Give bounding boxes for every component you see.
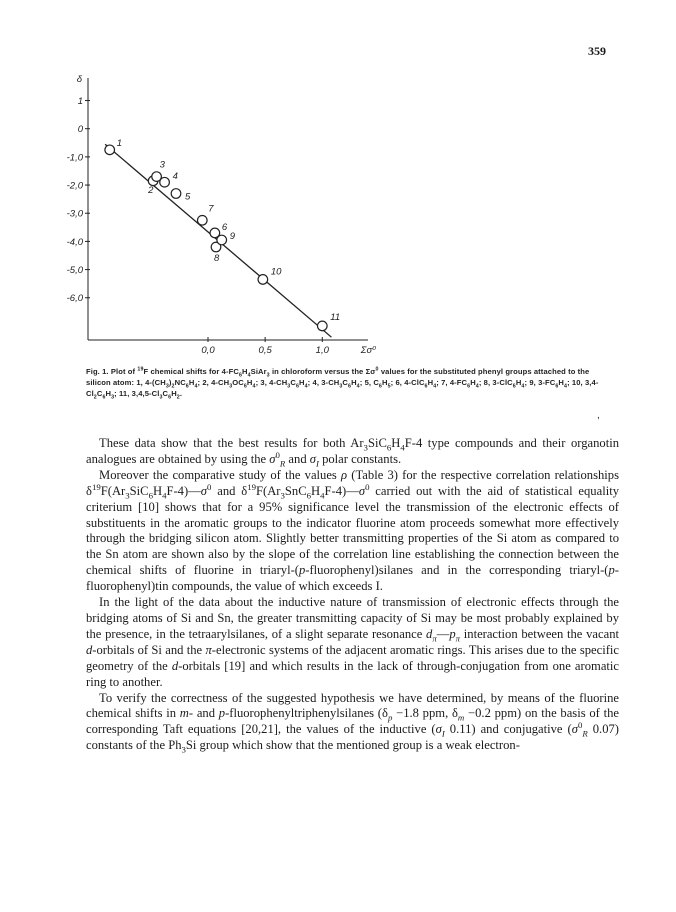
paragraph-1: These data show that the best results for both $Ar_3SiC_6H_4F-4$ type compounds and their organotin analogues are obtained by using the $\sigma^0_R$ and $\sigma_I$ polar constants. bbox=[86, 436, 619, 469]
scatter-plot bbox=[58, 68, 388, 360]
paragraph-3: In the light of the data about the inductive nature of transmission of electronic effects through the bridging atoms of Si and Sn, the greater transmitting capacity of Si may be most probably explained by the presence, in the tetraarylsilanes, of a slight separate resonance $d_\pi—p_\pi$ interaction between the vacant d-orbitals of Si and the π-electronic systems of the adjacent aromatic rings. This arises due to the specific geometry of the d-orbitals [19] and which results in the lack of through-conjugation from one aromatic ring to another. bbox=[86, 595, 619, 689]
point-label: 6 bbox=[221, 221, 228, 233]
y-tick-label: 0 bbox=[77, 124, 83, 136]
y-axis-title: δ bbox=[76, 74, 82, 85]
point-label: 11 bbox=[330, 311, 341, 323]
y-tick-label: -5,0 bbox=[66, 265, 83, 277]
x-tick-label: 1,0 bbox=[315, 345, 329, 356]
data-point bbox=[197, 215, 207, 225]
y-tick-label: -1,0 bbox=[66, 152, 83, 164]
point-label: 2 bbox=[148, 184, 154, 196]
data-point bbox=[160, 177, 170, 187]
paragraph-2: Moreover the comparative study of the values ρ (Table 3) for the respective correlation relationships $\delta^{19}F(Ar_3SiC_6H_4F-4)—\sigma^0$ and $\delta^{19}F(Ar_3SnC_6H_4F-4)—\sigma^0$ carried out with the aid of statistical equality criterium [10] shows that for a 95% significance level the transmission of the electronic effects of substituents in the aromatic groups to the indicator fluorine atom proceeds somewhat more effectively through the bridging silicon atom. Slightly better transmitting properties of the Si atom as compared to the Sn atom are shown also by the slope of the correlation line establishing the connection between the chemical shifts of fluorine in triaryl-(p-fluorophenyl)silanes and in the corresponding triaryl-(p-fluorophenyl)tin compounds, the value of which exceeds I. bbox=[86, 467, 619, 594]
data-point bbox=[258, 275, 268, 285]
paragraph-4: To verify the correctness of the suggested hypothesis we have determined, by means of the fluorine chemical shifts in m- and p-fluorophenyltriphenylsilanes ($\delta_p -1.8$ ppm, $\delta_m -0.2$ ppm) on the basis of the corresponding Taft equations [20,21], the values of the inductive ($\sigma_I$ 0.11) and conjugative ($\sigma^0_R$ 0.07) constants of the $Ph_3Si$ group which show that the mentioned group is a weak electron- bbox=[86, 690, 619, 755]
y-tick-label: -6,0 bbox=[66, 293, 83, 305]
point-label: 4 bbox=[172, 171, 178, 183]
point-label: 10 bbox=[270, 266, 282, 278]
point-label: 5 bbox=[185, 191, 191, 203]
stray-mark: , bbox=[597, 410, 600, 421]
y-tick-label: -2,0 bbox=[66, 180, 83, 192]
y-tick-label: -3,0 bbox=[66, 208, 83, 220]
point-labels bbox=[117, 138, 340, 323]
data-point bbox=[105, 145, 115, 155]
page-number: 359 bbox=[588, 44, 606, 58]
point-label: 3 bbox=[159, 159, 165, 171]
y-tick-label: -4,0 bbox=[66, 236, 83, 248]
point-label: 9 bbox=[229, 230, 236, 242]
x-axis-title: Σσ⁰ bbox=[360, 345, 376, 356]
y-tick-label: 1 bbox=[77, 96, 83, 108]
point-label: 7 bbox=[208, 203, 214, 215]
point-label: 1 bbox=[116, 137, 123, 149]
figure-caption: Fig. 1. Plot of $^{19}$F chemical shifts for $4-FC_6H_4SiAr_3$ in chloroform versus the $\Sigma\sigma^0$ values for the substituted phenyl groups attached to the silicon atom: 1, $4-(CH_3)_2NC_6H_4$; 2, $4-CH_3OC_6H_4$; 3, $4-CH_3C_6H_4$; 4, $3-CH_3C_6H_4$; 5, $C_6H_5$; 6, $4-ClC_6H_4$; 7, $4-FC_6H_4$; 8, $3-ClC_6H_4$; 9, $3-FC_6H_4$; 10, $3,4-Cl_2C_6H_3$; 11, $3,4,5-Cl_3C_6H_2$. bbox=[86, 366, 599, 401]
data-point bbox=[217, 235, 227, 245]
figure-1 bbox=[58, 68, 388, 360]
x-tick-label: 0,0 bbox=[201, 345, 215, 356]
data-point bbox=[317, 321, 327, 331]
point-label: 8 bbox=[214, 253, 220, 265]
x-tick-label: 0,5 bbox=[258, 345, 272, 356]
body-text bbox=[86, 436, 619, 754]
data-point bbox=[171, 189, 181, 199]
